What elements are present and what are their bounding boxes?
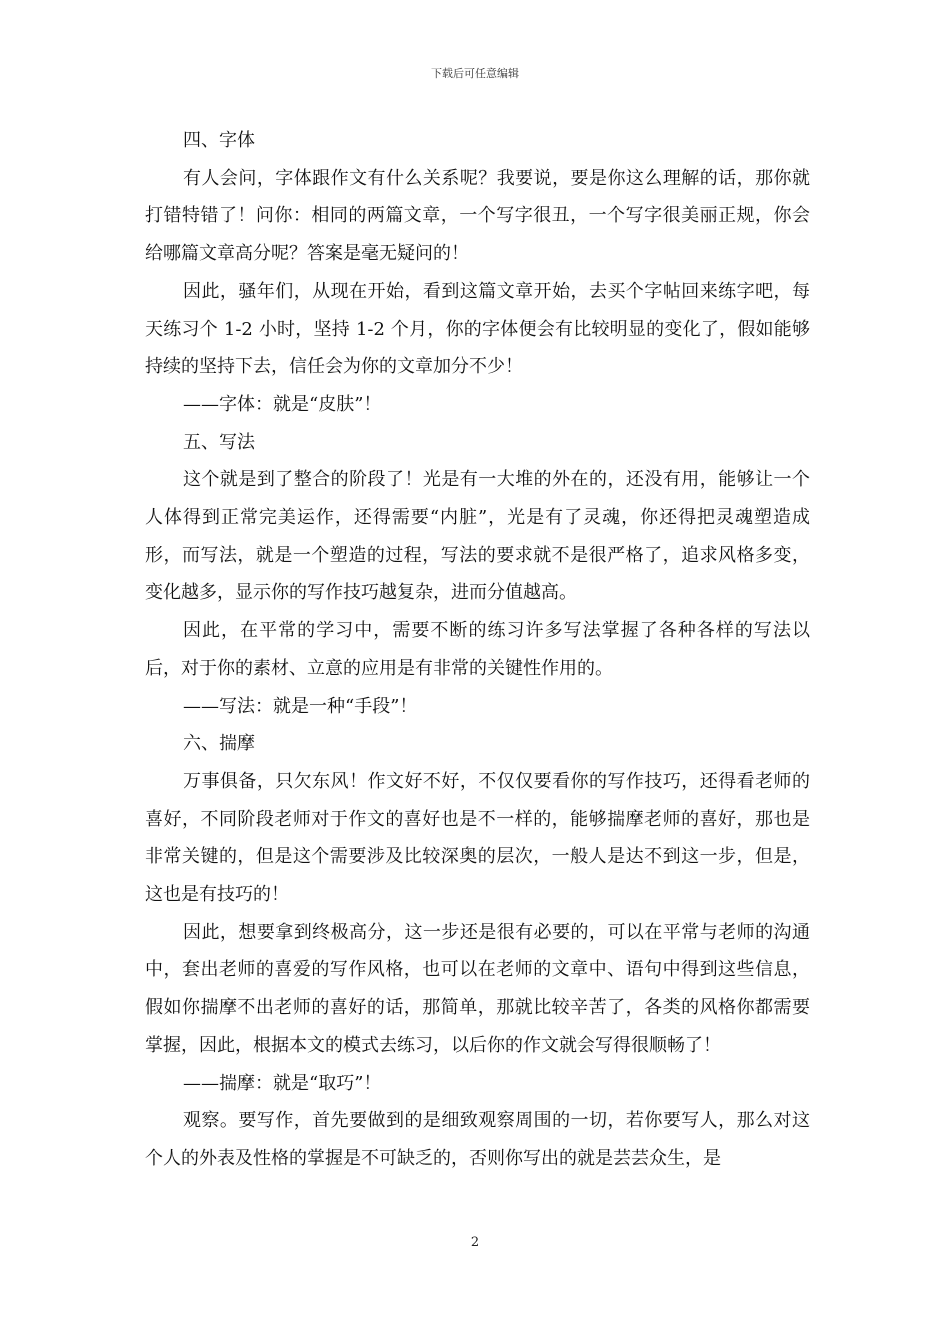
section-heading-guessing: 六、揣摩 [183,733,255,755]
paragraph: 观察。要写作，首先要做到的是细致观察周围的一切，若你要写人，那么对这个人的外表及性格的掌握是不可缺乏的，否则你写出的就是芸芸众生，是 [145,1110,810,1169]
summary-line: ——写法：就是一种“手段”！ [183,695,418,717]
paragraph: 这个就是到了整合的阶段了！光是有一大堆的外在的，还没有用，能够让一个人体得到正常完美运作，还得需要“内脏”，光是有了灵魂，你还得把灵魂塑造成形，而写法，就是一个塑造的过程，写法的要求就不是很严格了，追求风格多变，变化越多，显示你的写作技巧越复杂，进而分值越高。 [145,469,810,604]
page-header: 下载后可任意编辑 [431,67,519,80]
paragraph: 因此，骚年们，从现在开始，看到这篇文章开始，去买个字帖回来练字吧，每天练习个 1-2 小时，坚持 1-2 个月，你的字体便会有比较明显的变化了，假如能够持续的坚持下去，信任会为你的文章加分不少！ [145,280,810,378]
paragraph: 万事俱备，只欠东风！作文好不好，不仅仅要看你的写作技巧，还得看老师的喜好，不同阶段老师对于作文的喜好也是不一样的，能够揣摩老师的喜好，那也是非常关键的，但是这个需要涉及比较深奥的层次，一般人是达不到这一步，但是，这也是有技巧的！ [145,770,810,906]
document-body [145,122,810,1178]
summary-line: ——揣摩：就是“取巧”！ [183,1072,382,1094]
paragraph: 因此，想要拿到终极高分，这一步还是很有必要的，可以在平常与老师的沟通中，套出老师的喜爱的写作风格，也可以在老师的文章中、语句中得到这些信息，假如你揣摩不出老师的喜好的话，那简单，那就比较辛苦了，各类的风格你都需要掌握，因此，根据本文的模式去练习，以后你的作文就会写得很顺畅了！ [145,921,810,1056]
section-heading-font: 四、字体 [183,130,255,151]
paragraph: 因此，在平常的学习中，需要不断的练习许多写法掌握了各种各样的写法以后，对于你的素材、立意的应用是有非常的关键性作用的。 [145,620,810,679]
page-number: 2 [470,1235,480,1250]
summary-line: ——字体：就是“皮肤”！ [183,393,382,415]
section-heading-writing-method: 五、写法 [183,431,255,453]
paragraph: 有人会问，字体跟作文有什么关系呢？我要说，要是你这么理解的话，那你就打错特错了！问你：相同的两篇文章，一个写字很丑，一个写字很美丽正规，你会给哪篇文章高分呢？答案是毫无疑问的！ [145,167,810,265]
